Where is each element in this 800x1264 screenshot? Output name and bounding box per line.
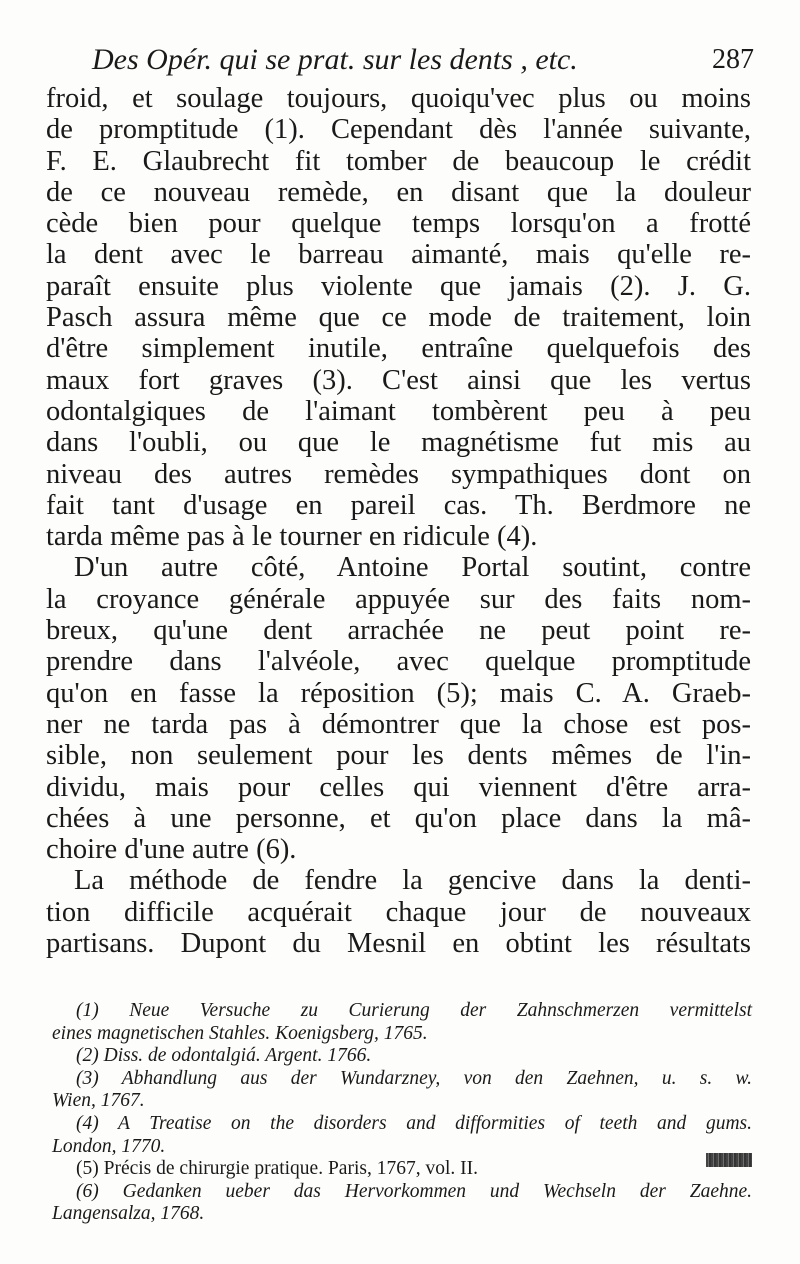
text-line: la croyance générale appuyée sur des faits nom- (46, 583, 751, 615)
footnote-4-cont (52, 1136, 752, 1159)
footnotes (52, 1000, 752, 1226)
footnote-2 (52, 1045, 752, 1068)
text-line: choire d'une autre (6). (46, 834, 297, 866)
body-text (46, 83, 751, 959)
footnote-text: (5) Précis de chirurgie pratique. Paris, 1767, vol. II. (76, 1158, 478, 1180)
paragraph-start-line: La méthode de fendre la gencive dans la denti- (74, 865, 751, 897)
text-line: chées à une personne, et qu'on place dans la mâ- (46, 802, 751, 834)
text-line: de ce nouveau remède, en disant que la douleur (46, 176, 751, 208)
text-line: odontalgiques de l'aimant tombèrent peu à peu (46, 395, 751, 427)
footnote-4 (52, 1113, 752, 1136)
text-line: paraît ensuite plus violente que jamais (2). J. G. (46, 270, 751, 302)
ink-blot-decoration (706, 1153, 752, 1167)
text-line: partisans. Dupont du Mesnil en obtint les résultats (46, 928, 751, 960)
footnote-5 (52, 1158, 752, 1181)
paragraph-start-line: D'un autre côté, Antoine Portal soutint, contre (74, 552, 751, 584)
text-line: tion difficile acquérait chaque jour de nouveaux (46, 896, 751, 928)
footnote-text: (6) Gedanken ueber das Hervorkommen und Wechseln der Zaehne. (76, 1180, 752, 1202)
text-line: F. E. Glaubrecht fit tomber de beaucoup le crédit (46, 145, 751, 177)
text-line: Pasch assura même que ce mode de traitement, loin (46, 302, 751, 334)
text-line: tarda même pas à le tourner en ridicule (4). (46, 521, 538, 553)
footnote-text: eines magnetischen Stahles. Koenigsberg, 1765. (52, 1022, 428, 1044)
text-line: de promptitude (1). Cependant dès l'année suivante, (46, 114, 751, 146)
footnote-1 (52, 1000, 752, 1023)
footnote-text: Wien, 1767. (52, 1090, 145, 1112)
footnote-text: Langensalza, 1768. (52, 1203, 205, 1225)
footnote-text: (2) Diss. de odontalgiá. Argent. 1766. (76, 1045, 372, 1067)
footnote-text: (1) Neue Versuche zu Curierung der Zahnschmerzen vermittelst (76, 1000, 752, 1021)
text-line: qu'on en fasse la réposition (5); mais C. A. Graeb- (46, 677, 751, 709)
text-line: ner ne tarda pas à démontrer que la chose est pos- (46, 708, 751, 740)
footnote-3-cont (52, 1090, 752, 1113)
running-title: Des Opér. qui se prat. sur les dents , etc. (92, 43, 578, 76)
footnote-3 (52, 1068, 752, 1091)
text-line: froid, et soulage toujours, quoiqu'vec plus ou moins (46, 83, 751, 114)
text-line: dividu, mais pour celles qui viennent d'être arra- (46, 771, 751, 803)
footnote-text: (4) A Treatise on the disorders and difformities of teeth and gums. (76, 1112, 752, 1134)
footnote-6-cont (52, 1203, 752, 1226)
text-line: prendre dans l'alvéole, avec quelque promptitude (46, 646, 751, 678)
text-line: d'être simplement inutile, entraîne quelquefois des (46, 333, 751, 365)
text-line: cède bien pour quelque temps lorsqu'on a frotté (46, 208, 751, 240)
footnote-1-cont (52, 1023, 752, 1046)
footnote-6 (52, 1181, 752, 1204)
text-line: breux, qu'une dent arrachée ne peut point re- (46, 615, 751, 647)
running-header (92, 40, 754, 80)
text-line: sible, non seulement pour les dents mêmes de l'in- (46, 740, 751, 772)
text-line: dans l'oubli, ou que le magnétisme fut mis au (46, 427, 751, 459)
footnote-text: London, 1770. (52, 1135, 166, 1157)
text-line: niveau des autres remèdes sympathiques dont on (46, 458, 751, 490)
footnote-text: (3) Abhandlung aus der Wundarzney, von den Zaehnen, u. s. w. (76, 1067, 752, 1089)
page-number: 287 (712, 44, 754, 75)
text-line: fait tant d'usage en pareil cas. Th. Berdmore ne (46, 489, 751, 521)
text-line: la dent avec le barreau aimanté, mais qu'elle re- (46, 239, 751, 271)
text-line: maux fort graves (3). C'est ainsi que les vertus (46, 364, 751, 396)
